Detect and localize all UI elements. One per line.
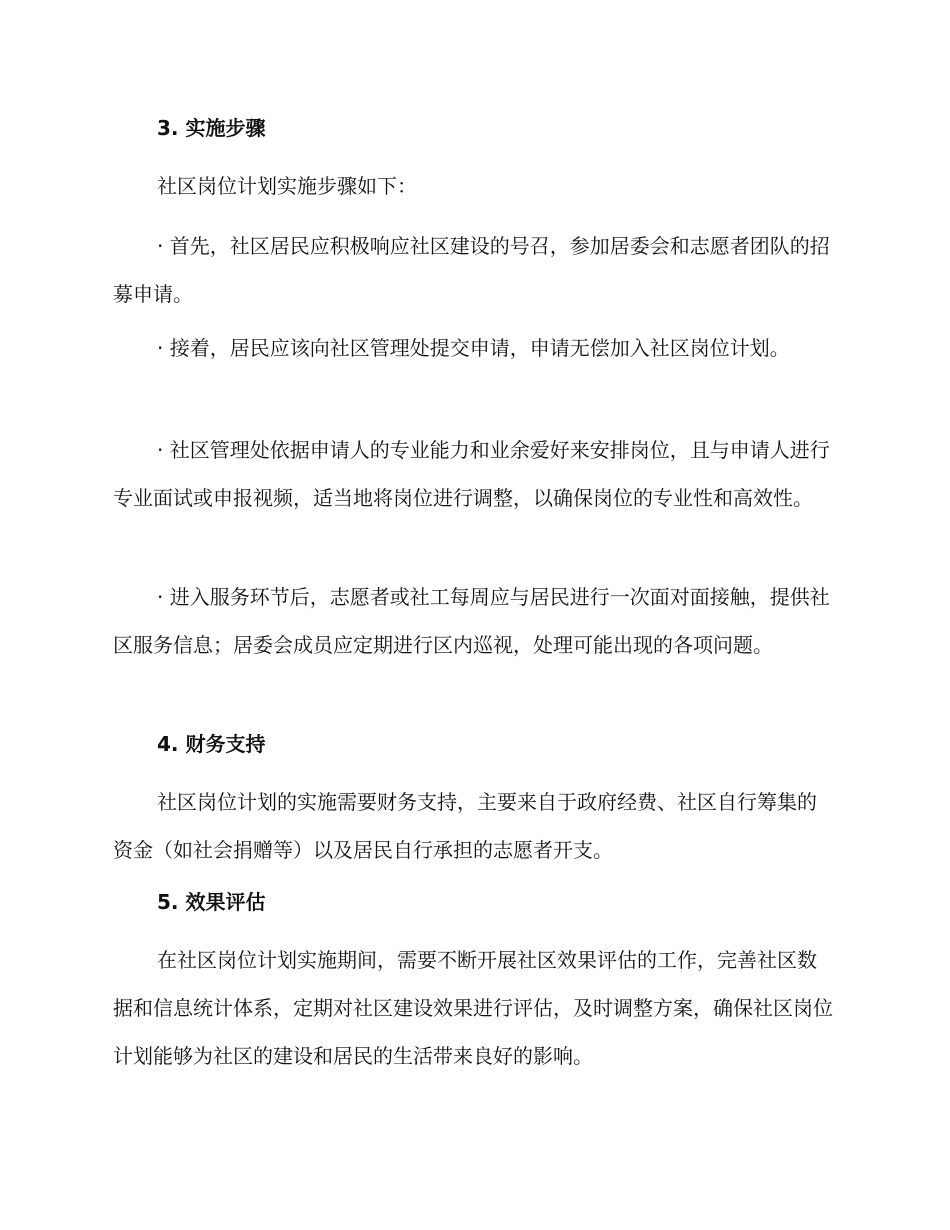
- paragraph-step-service: · 进入服务环节后，志愿者或社工每周应与居民进行一次面对面接触，提供社区服务信息；居委会成员应定期进行区内巡视，处理可能出现的各项问题。: [113, 585, 830, 657]
- paragraph-step-assignment: · 社区管理处依据申请人的专业能力和业余爱好来安排岗位，且与申请人进行专业面试或申报视频，适当地将岗位进行调整，以确保岗位的专业性和高效性。: [113, 438, 830, 510]
- paragraph-effect-evaluation: 在社区岗位计划实施期间，需要不断开展社区效果评估的工作，完善社区数据和信息统计体系，定期对社区建设效果进行评估，及时调整方案，确保社区岗位计划能够为社区的建设和居民的生活带来良好的影响。: [113, 948, 833, 1068]
- paragraph-financial-support: 社区岗位计划的实施需要财务支持，主要来自于政府经费、社区自行筹集的资金（如社会捐赠等）以及居民自行承担的志愿者开支。: [113, 790, 817, 862]
- section-heading-effect-evaluation: 5. 效果评估: [157, 890, 266, 914]
- paragraph-step-first: · 首先，社区居民应积极响应社区建设的号召，参加居委会和志愿者团队的招募申请。: [113, 234, 830, 306]
- paragraph-step-next: · 接着，居民应该向社区管理处提交申请，申请无偿加入社区岗位计划。: [157, 336, 790, 360]
- section-heading-implementation-steps: 3. 实施步骤: [157, 116, 266, 140]
- section-heading-financial-support: 4. 财务支持: [157, 732, 266, 756]
- paragraph-steps-intro: 社区岗位计划实施步骤如下：: [157, 174, 417, 198]
